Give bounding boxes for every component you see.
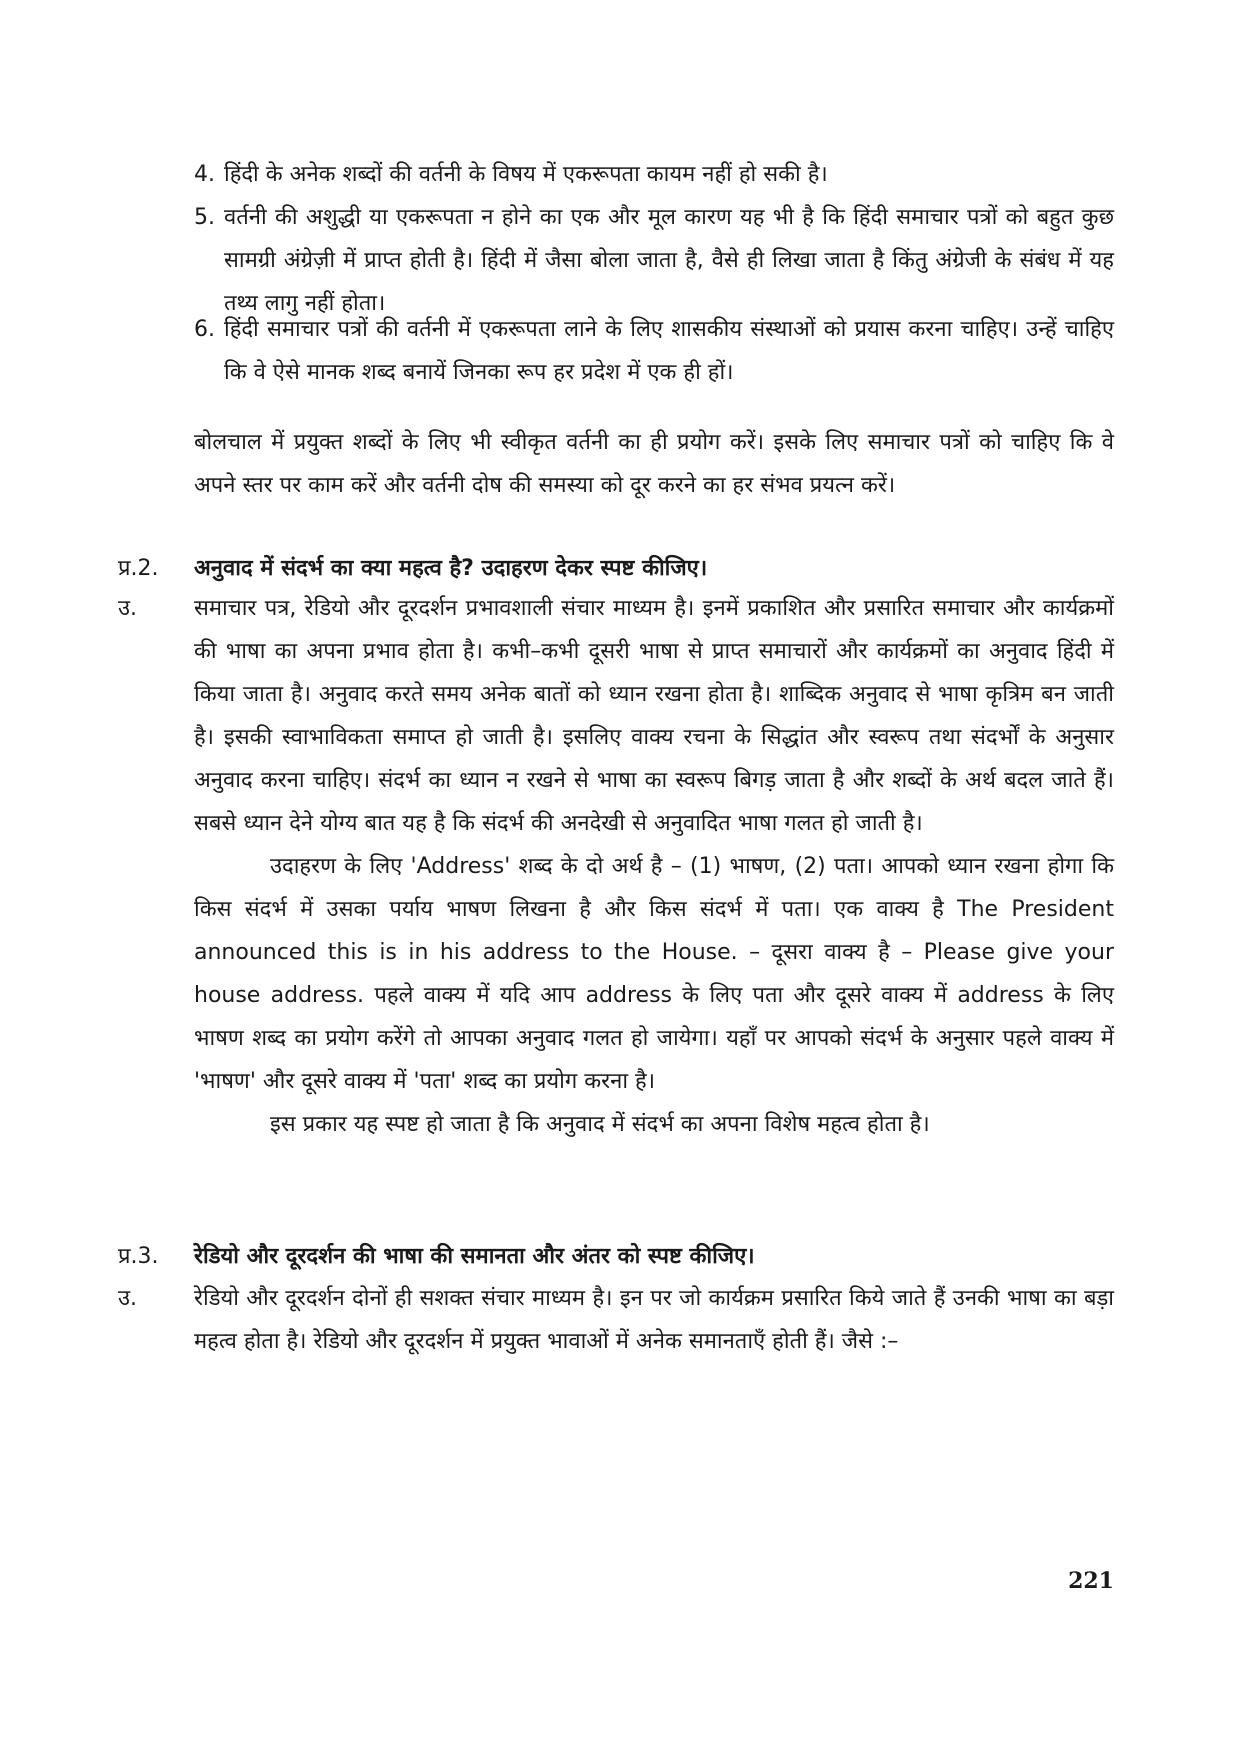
list-item-text: हिंदी समाचार पत्रों की वर्तनी में एकरूपता लाने के लिए शासकीय संस्थाओं को प्रयास करना चाहिए। उन्हें चाहिए कि वे ऐसे मानक शब्द बनायें जिनका रूप हर प्रदेश में एक ही हों। (224, 317, 1114, 385)
answer-label: उ. (118, 1286, 138, 1311)
list-item-text: हिंदी के अनेक शब्दों की वर्तनी के विषय में एकरूपता कायम नहीं हो सकी है। (224, 162, 828, 187)
question-text: रेडियो और दूरदर्शन की भाषा की समानता और अंतर को स्पष्ट कीजिए। (194, 1244, 755, 1269)
list-item-number: 4. (194, 162, 215, 187)
answer-2 (118, 587, 1114, 1146)
page-number: 221 (1068, 1568, 1114, 1594)
question-text: अनुवाद में संदर्भ का क्या महत्व है? उदाहरण देकर स्पष्ट कीजिए। (194, 556, 708, 581)
list-item-5 (194, 196, 1114, 325)
list-item-number: 5. (194, 205, 215, 230)
list-item-number: 6. (194, 317, 215, 342)
question-label: प्र.3. (118, 1244, 159, 1269)
answer-label: उ. (118, 596, 138, 621)
list-item-text: वर्तनी की अशुद्धी या एकरूपता न होने का एक और मूल कारण यह भी है कि हिंदी समाचार पत्रों को बहुत कुछ सामग्री अंग्रेज़ी में प्राप्त होती है। हिंदी में जैसा बोला जाता है, वैसे ही लिखा जाता है किंतु अंग्रेजी के संबंध में यह तथ्य लागु नहीं होता। (224, 205, 1114, 316)
answer-paragraph-1: समाचार पत्र, रेडियो और दूरदर्शन प्रभावशाली संचार माध्यम है। इनमें प्रकाशित और प्रसारित समाचार और कार्यक्रमों की भाषा का अपना प्रभाव होता है। कभी–कभी दूसरी भाषा से प्राप्त समाचारों और कार्यक्रमों का अनुवाद हिंदी में किया जाता है। अनुवाद करते समय अनेक बातों को ध्यान रखना होता है। शाब्दिक अनुवाद से भाषा कृत्रिम बन जाती है। इसकी स्वाभाविकता समाप्त हो जाती है। इसलिए वाक्य रचना के सिद्धांत और स्वरूप तथा संदर्भों के अनुसार अनुवाद करना चाहिए। संदर्भ का ध्यान न रखने से भाषा का स्वरूप बिगड़ जाता है और शब्दों के अर्थ बदल जाते हैं। सबसे ध्यान देने योग्य बात यह है कि संदर्भ की अनदेखी से अनुवादित भाषा गलत हो जाती है। (194, 596, 1114, 836)
answer-3 (118, 1277, 1114, 1363)
answer-paragraph-2: उदाहरण के लिए 'Address' शब्द के दो अर्थ है – (1) भाषण, (2) पता। आपको ध्यान रखना होगा कि किस संदर्भ में उसका पर्याय भाषण लिखना है और किस संदर्भ में पता। एक वाक्य है The President announced this is in his address to the House. – दूसरा वाक्य है – Please give your house address. पहले वाक्य में यदि आप address के लिए पता और दूसरे वाक्य में address के लिए भाषण शब्द का प्रयोग करेंगे तो आपका अनुवाद गलत हो जायेगा। यहाँ पर आपको संदर्भ के अनुसार पहले वाक्य में 'भाषण' और दूसरे वाक्य में 'पता' शब्द का प्रयोग करना है। (194, 854, 1114, 1094)
list-item-6 (194, 308, 1114, 394)
answer-paragraph-1: रेडियो और दूरदर्शन दोनों ही सशक्त संचार माध्यम है। इन पर जो कार्यक्रम प्रसारित किये जाते हैं उनकी भाषा का बड़ा महत्व होता है। रेडियो और दूरदर्शन में प्रयुक्त भावाओं में अनेक समानताएँ होती हैं। जैसे :– (194, 1286, 1114, 1354)
question-label: प्र.2. (118, 556, 159, 581)
answer-paragraph-3: इस प्रकार यह स्पष्ट हो जाता है कि अनुवाद में संदर्भ का अपना विशेष महत्व होता है। (270, 1112, 930, 1137)
list-item-4 (194, 153, 1114, 196)
paragraph-spelling: बोलचाल में प्रयुक्त शब्दों के लिए भी स्वीकृत वर्तनी का ही प्रयोग करें। इसके लिए समाचार पत्रों को चाहिए कि वे अपने स्तर पर काम करें और वर्तनी दोष की समस्या को दूर करने का हर संभव प्रयत्न करें। (194, 430, 1114, 498)
